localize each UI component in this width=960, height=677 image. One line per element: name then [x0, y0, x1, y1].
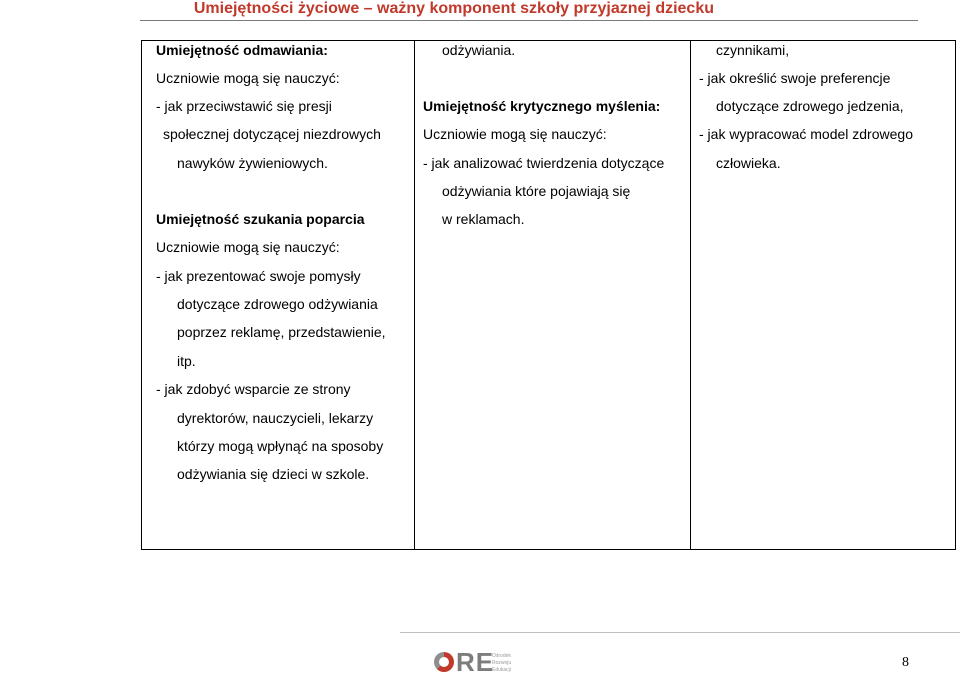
content-table — [141, 40, 956, 550]
list-item: - jak wypracować model zdrowego — [699, 126, 913, 142]
text-line: w reklamach. — [442, 211, 525, 227]
column-divider — [414, 41, 415, 549]
text-line: poprzez reklamę, przedstawienie, — [177, 324, 386, 340]
list-item: - jak zdobyć wsparcie ze strony — [156, 381, 351, 397]
text-line: odżywiania. — [442, 42, 516, 58]
column-divider — [690, 41, 691, 549]
text-line: którzy mogą wpłynąć na sposoby — [177, 438, 384, 454]
skill-heading: Umiejętność szukania poparcia — [156, 211, 365, 227]
text-line: Uczniowie mogą się nauczyć: — [156, 70, 340, 86]
text-line: odżywiania które pojawiają się — [442, 183, 631, 199]
header-divider — [140, 20, 918, 21]
list-item: - jak prezentować swoje pomysły — [156, 268, 361, 284]
text-line: Uczniowie mogą się nauczyć: — [423, 126, 607, 142]
logo-sub-line: Ośrodek — [492, 653, 511, 659]
text-line: nawyków żywieniowych. — [177, 155, 328, 171]
text-line: człowieka. — [716, 155, 781, 171]
skill-heading: Umiejętność krytycznego myślenia: — [423, 98, 661, 114]
list-item: - jak analizować twierdzenia dotyczące — [423, 155, 665, 171]
ore-logo-icon — [434, 652, 454, 672]
text-line: odżywiania się dzieci w szkole. — [177, 466, 370, 482]
text-line: dyrektorów, nauczycieli, lekarzy — [177, 410, 374, 426]
ore-logo — [434, 647, 534, 677]
text-line: dotyczące zdrowego odżywiania — [177, 296, 378, 312]
list-item: - jak określić swoje preferencje — [699, 70, 891, 86]
list-item: - jak przeciwstawić się presji — [156, 98, 332, 114]
text-line: dotyczące zdrowego jedzenia, — [716, 98, 904, 114]
ore-logo-subtitle — [492, 653, 511, 674]
page-number: 8 — [902, 655, 909, 670]
text-line: itp. — [177, 353, 196, 369]
logo-sub-line: Edukacji — [492, 667, 511, 673]
page-header-title: Umiejętności życiowe – ważny komponent szkoły przyjaznej dziecku — [193, 0, 714, 17]
logo-sub-line: Rozwoju — [492, 660, 512, 666]
text-line: społecznej dotyczącej niezdrowych — [163, 126, 381, 142]
text-line: Uczniowie mogą się nauczyć: — [156, 239, 340, 255]
ore-logo-text: RE — [456, 647, 495, 677]
skill-heading: Umiejętność odmawiania: — [156, 42, 328, 58]
text-line: czynnikami, — [716, 42, 790, 58]
footer-divider — [400, 632, 960, 633]
